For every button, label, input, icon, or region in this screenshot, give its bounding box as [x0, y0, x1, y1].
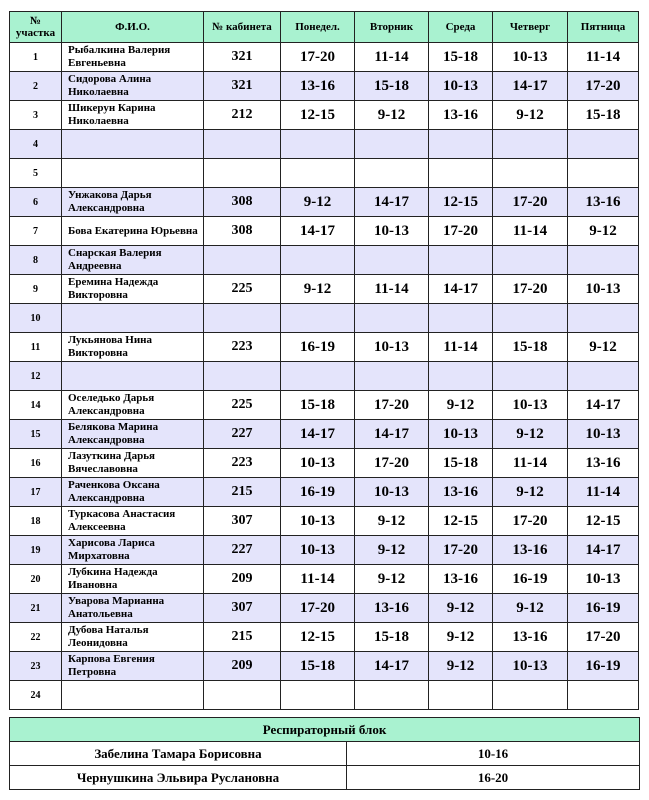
cell-room: 225	[204, 275, 281, 304]
cell-monday: 12-15	[281, 623, 355, 652]
cell-monday	[281, 681, 355, 710]
cell-wednesday	[429, 130, 493, 159]
header-room: № кабинета	[204, 12, 281, 43]
respiratory-time: 10-16	[347, 742, 640, 766]
header-name: Ф.И.О.	[62, 12, 204, 43]
table-row	[10, 159, 639, 188]
cell-tuesday	[355, 159, 429, 188]
cell-num: 15	[10, 420, 62, 449]
cell-friday: 10-13	[568, 565, 639, 594]
cell-room: 308	[204, 188, 281, 217]
cell-num: 11	[10, 333, 62, 362]
cell-tuesday: 9-12	[355, 565, 429, 594]
cell-name: Оселедько Дарья Александровна	[62, 391, 204, 420]
cell-name: Снарская Валерия Андреевна	[62, 246, 204, 275]
cell-wednesday: 15-18	[429, 43, 493, 72]
header-num: № участка	[10, 12, 62, 43]
cell-thursday	[493, 681, 568, 710]
cell-monday	[281, 246, 355, 275]
cell-tuesday	[355, 681, 429, 710]
cell-monday: 14-17	[281, 420, 355, 449]
cell-wednesday: 10-13	[429, 420, 493, 449]
cell-num: 16	[10, 449, 62, 478]
cell-num: 12	[10, 362, 62, 391]
cell-room: 321	[204, 43, 281, 72]
cell-wednesday: 17-20	[429, 536, 493, 565]
header-friday: Пятница	[568, 12, 639, 43]
cell-name	[62, 130, 204, 159]
cell-friday: 9-12	[568, 333, 639, 362]
cell-thursday: 11-14	[493, 217, 568, 246]
cell-tuesday	[355, 246, 429, 275]
cell-name: Туркасова Анастасия Алексеевна	[62, 507, 204, 536]
cell-name: Дубова Наталья Леонидовна	[62, 623, 204, 652]
cell-tuesday: 14-17	[355, 188, 429, 217]
cell-monday: 9-12	[281, 275, 355, 304]
cell-tuesday	[355, 362, 429, 391]
respiratory-header-row	[10, 718, 640, 742]
cell-wednesday: 12-15	[429, 188, 493, 217]
cell-friday: 15-18	[568, 101, 639, 130]
cell-monday	[281, 130, 355, 159]
cell-thursday	[493, 304, 568, 333]
cell-wednesday: 9-12	[429, 391, 493, 420]
cell-room	[204, 681, 281, 710]
cell-friday: 14-17	[568, 536, 639, 565]
cell-tuesday: 11-14	[355, 43, 429, 72]
cell-num: 6	[10, 188, 62, 217]
table-row	[10, 333, 639, 362]
table-row	[10, 652, 639, 681]
cell-num: 18	[10, 507, 62, 536]
cell-num: 8	[10, 246, 62, 275]
cell-thursday: 17-20	[493, 275, 568, 304]
cell-tuesday: 17-20	[355, 449, 429, 478]
cell-num: 1	[10, 43, 62, 72]
header-monday: Понедел.	[281, 12, 355, 43]
cell-tuesday	[355, 304, 429, 333]
respiratory-time: 16-20	[347, 766, 640, 790]
cell-friday	[568, 362, 639, 391]
cell-friday: 17-20	[568, 72, 639, 101]
table-row	[10, 304, 639, 333]
cell-friday: 12-15	[568, 507, 639, 536]
cell-room: 308	[204, 217, 281, 246]
cell-wednesday: 12-15	[429, 507, 493, 536]
cell-name: Сидорова Алина Николаевна	[62, 72, 204, 101]
table-row	[10, 246, 639, 275]
cell-tuesday: 14-17	[355, 652, 429, 681]
cell-room: 215	[204, 478, 281, 507]
cell-monday	[281, 362, 355, 391]
cell-name: Лукьянова Нина Викторовна	[62, 333, 204, 362]
cell-num: 20	[10, 565, 62, 594]
cell-thursday: 13-16	[493, 623, 568, 652]
cell-num: 14	[10, 391, 62, 420]
cell-tuesday: 11-14	[355, 275, 429, 304]
cell-num: 19	[10, 536, 62, 565]
cell-wednesday	[429, 304, 493, 333]
cell-thursday: 15-18	[493, 333, 568, 362]
cell-name: Раченкова Оксана Александровна	[62, 478, 204, 507]
cell-wednesday: 13-16	[429, 565, 493, 594]
cell-tuesday: 14-17	[355, 420, 429, 449]
cell-room: 321	[204, 72, 281, 101]
cell-thursday: 17-20	[493, 507, 568, 536]
cell-friday: 17-20	[568, 623, 639, 652]
cell-num: 21	[10, 594, 62, 623]
cell-friday: 10-13	[568, 420, 639, 449]
cell-thursday	[493, 246, 568, 275]
cell-friday	[568, 681, 639, 710]
cell-num: 17	[10, 478, 62, 507]
cell-wednesday: 9-12	[429, 623, 493, 652]
table-row	[10, 420, 639, 449]
cell-tuesday: 9-12	[355, 101, 429, 130]
cell-monday: 10-13	[281, 536, 355, 565]
cell-thursday: 17-20	[493, 188, 568, 217]
cell-thursday: 10-13	[493, 43, 568, 72]
cell-name: Харисова Лариса Мирхатовна	[62, 536, 204, 565]
cell-monday: 16-19	[281, 478, 355, 507]
cell-room: 225	[204, 391, 281, 420]
cell-name	[62, 362, 204, 391]
cell-name: Унжакова Дарья Александровна	[62, 188, 204, 217]
cell-thursday	[493, 130, 568, 159]
cell-thursday: 10-13	[493, 652, 568, 681]
cell-room	[204, 362, 281, 391]
table-row	[10, 449, 639, 478]
header-thursday: Четверг	[493, 12, 568, 43]
cell-thursday: 11-14	[493, 449, 568, 478]
cell-monday: 16-19	[281, 333, 355, 362]
cell-room	[204, 304, 281, 333]
cell-num: 3	[10, 101, 62, 130]
cell-wednesday	[429, 362, 493, 391]
cell-friday: 13-16	[568, 188, 639, 217]
cell-room: 307	[204, 507, 281, 536]
cell-thursday	[493, 159, 568, 188]
cell-friday	[568, 304, 639, 333]
cell-wednesday: 11-14	[429, 333, 493, 362]
cell-room: 212	[204, 101, 281, 130]
cell-num: 22	[10, 623, 62, 652]
cell-name: Бова Екатерина Юрьевна	[62, 217, 204, 246]
cell-room: 307	[204, 594, 281, 623]
cell-room: 227	[204, 536, 281, 565]
cell-name	[62, 159, 204, 188]
table-row	[10, 72, 639, 101]
cell-thursday: 16-19	[493, 565, 568, 594]
cell-room: 215	[204, 623, 281, 652]
cell-num: 24	[10, 681, 62, 710]
cell-wednesday: 15-18	[429, 449, 493, 478]
cell-wednesday: 9-12	[429, 652, 493, 681]
cell-friday: 13-16	[568, 449, 639, 478]
cell-thursday: 9-12	[493, 420, 568, 449]
cell-name: Еремина Надежда Викторовна	[62, 275, 204, 304]
cell-room: 223	[204, 449, 281, 478]
cell-tuesday: 17-20	[355, 391, 429, 420]
cell-monday: 9-12	[281, 188, 355, 217]
cell-monday: 17-20	[281, 43, 355, 72]
cell-num: 9	[10, 275, 62, 304]
header-tuesday: Вторник	[355, 12, 429, 43]
cell-tuesday	[355, 130, 429, 159]
cell-wednesday: 17-20	[429, 217, 493, 246]
cell-monday: 12-15	[281, 101, 355, 130]
cell-friday: 10-13	[568, 275, 639, 304]
cell-monday: 10-13	[281, 507, 355, 536]
cell-monday: 13-16	[281, 72, 355, 101]
cell-wednesday: 14-17	[429, 275, 493, 304]
respiratory-name: Забелина Тамара Борисовна	[10, 742, 347, 766]
cell-tuesday: 10-13	[355, 333, 429, 362]
respiratory-row	[10, 742, 640, 766]
header-wednesday: Среда	[429, 12, 493, 43]
cell-name	[62, 681, 204, 710]
respiratory-table	[9, 717, 640, 790]
table-row	[10, 217, 639, 246]
cell-room	[204, 159, 281, 188]
table-row	[10, 565, 639, 594]
respiratory-title: Респираторный блок	[10, 718, 640, 742]
header-row	[10, 12, 639, 43]
cell-friday: 11-14	[568, 43, 639, 72]
cell-name: Уварова Марианна Анатольевна	[62, 594, 204, 623]
cell-friday: 14-17	[568, 391, 639, 420]
cell-monday: 11-14	[281, 565, 355, 594]
cell-thursday: 9-12	[493, 101, 568, 130]
table-row	[10, 507, 639, 536]
cell-wednesday	[429, 681, 493, 710]
cell-wednesday	[429, 246, 493, 275]
cell-room: 209	[204, 652, 281, 681]
cell-tuesday: 13-16	[355, 594, 429, 623]
cell-thursday	[493, 362, 568, 391]
cell-room: 227	[204, 420, 281, 449]
cell-friday	[568, 159, 639, 188]
cell-friday: 16-19	[568, 652, 639, 681]
cell-wednesday: 13-16	[429, 101, 493, 130]
respiratory-row	[10, 766, 640, 790]
cell-monday: 10-13	[281, 449, 355, 478]
table-row	[10, 623, 639, 652]
cell-num: 10	[10, 304, 62, 333]
cell-thursday: 10-13	[493, 391, 568, 420]
cell-room: 209	[204, 565, 281, 594]
cell-name: Лубкина Надежда Ивановна	[62, 565, 204, 594]
cell-tuesday: 15-18	[355, 72, 429, 101]
cell-name: Лазуткина Дарья Вячеславовна	[62, 449, 204, 478]
schedule-body	[10, 43, 639, 710]
cell-num: 5	[10, 159, 62, 188]
cell-name: Карпова Евгения Петровна	[62, 652, 204, 681]
table-row	[10, 362, 639, 391]
table-row	[10, 594, 639, 623]
table-row	[10, 130, 639, 159]
cell-name: Рыбалкина Валерия Евгеньевна	[62, 43, 204, 72]
cell-monday: 17-20	[281, 594, 355, 623]
cell-room: 223	[204, 333, 281, 362]
cell-wednesday: 10-13	[429, 72, 493, 101]
cell-friday: 16-19	[568, 594, 639, 623]
cell-name	[62, 304, 204, 333]
cell-num: 2	[10, 72, 62, 101]
table-row	[10, 478, 639, 507]
cell-tuesday: 9-12	[355, 507, 429, 536]
cell-tuesday: 10-13	[355, 217, 429, 246]
table-row	[10, 681, 639, 710]
cell-wednesday: 9-12	[429, 594, 493, 623]
cell-monday: 15-18	[281, 391, 355, 420]
cell-monday	[281, 304, 355, 333]
cell-monday	[281, 159, 355, 188]
cell-friday	[568, 130, 639, 159]
cell-friday: 9-12	[568, 217, 639, 246]
cell-tuesday: 9-12	[355, 536, 429, 565]
cell-thursday: 9-12	[493, 594, 568, 623]
cell-tuesday: 10-13	[355, 478, 429, 507]
table-row	[10, 391, 639, 420]
cell-name: Шикерун Карина Николаевна	[62, 101, 204, 130]
cell-num: 23	[10, 652, 62, 681]
cell-room	[204, 246, 281, 275]
respiratory-name: Чернушкина Эльвира Руслановна	[10, 766, 347, 790]
table-row	[10, 43, 639, 72]
cell-friday: 11-14	[568, 478, 639, 507]
cell-monday: 15-18	[281, 652, 355, 681]
cell-wednesday	[429, 159, 493, 188]
cell-friday	[568, 246, 639, 275]
cell-thursday: 14-17	[493, 72, 568, 101]
cell-monday: 14-17	[281, 217, 355, 246]
cell-num: 7	[10, 217, 62, 246]
cell-thursday: 13-16	[493, 536, 568, 565]
cell-thursday: 9-12	[493, 478, 568, 507]
cell-wednesday: 13-16	[429, 478, 493, 507]
cell-room	[204, 130, 281, 159]
cell-name: Белякова Марина Александровна	[62, 420, 204, 449]
schedule-table	[9, 11, 639, 710]
table-row	[10, 275, 639, 304]
table-row	[10, 188, 639, 217]
table-row	[10, 101, 639, 130]
cell-num: 4	[10, 130, 62, 159]
cell-tuesday: 15-18	[355, 623, 429, 652]
table-row	[10, 536, 639, 565]
